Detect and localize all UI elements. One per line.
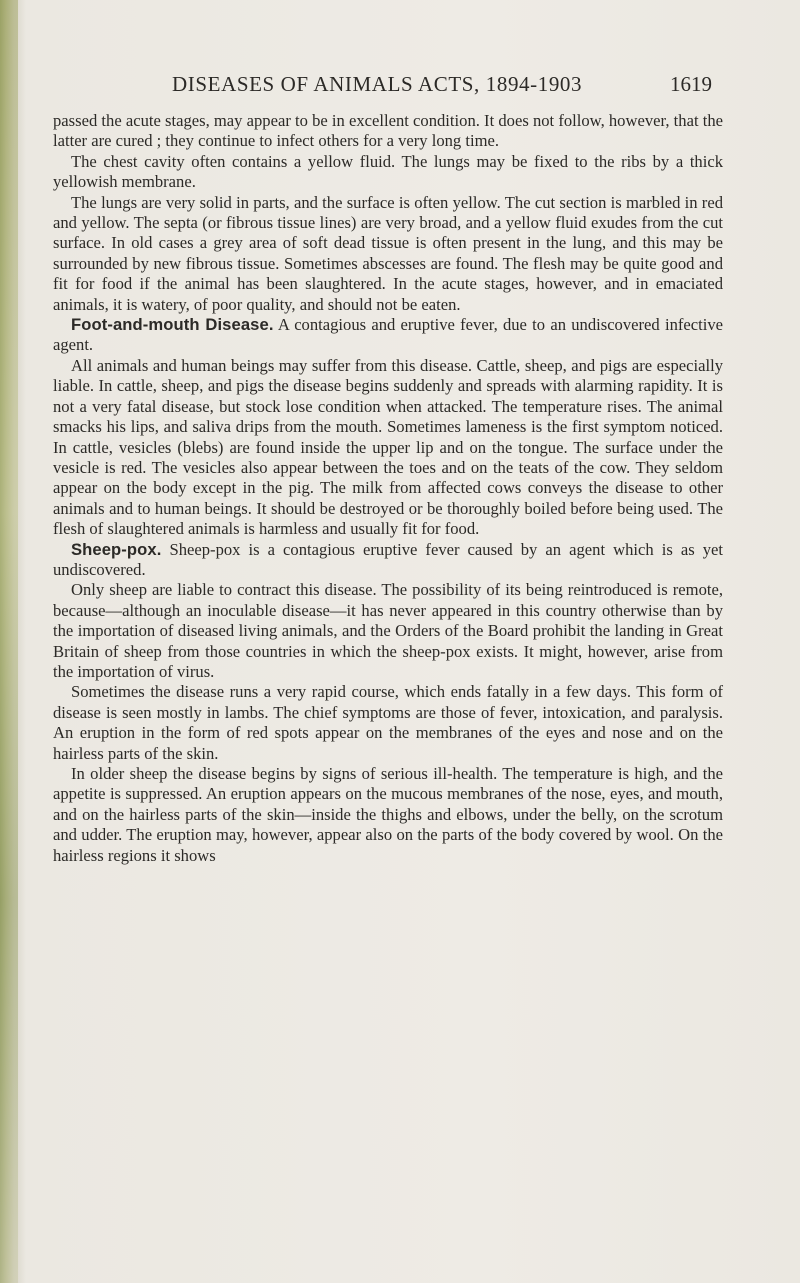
paragraph-foot-and-mouth-definition (53, 315, 723, 356)
binding-gutter (0, 0, 18, 1283)
running-header (172, 72, 712, 102)
paragraph-lungs: The lungs are very solid in parts, and the surface is often yellow. The cut section is marbled in red and yellow. The septa (or fibrous tissue lines) are very broad, and a yellow fluid exudes from the cut surface. In old cases a grey area of soft dead tissue is often present in the lung, and this may be surrounded by new fibrous tissue. Sometimes abscesses are found. The flesh may be quite good and fit for food if the animal has been slaughtered. In the acute stages, however, and in emaciated animals, it is watery, of poor quality, and should not be eaten. (53, 192, 723, 314)
paragraph-foot-and-mouth-symptoms: All animals and human beings may suffer from this disease. Cattle, sheep, and pigs are especially liable. In cattle, sheep, and pigs the disease begins suddenly and spreads with alarming rapidity. It is not a very fatal disease, but stock lose condition when attacked. The temperature rises. The animal smacks his lips, and saliva drips from the mouth. Sometimes lameness is the first symptom noticed. In cattle, vesicles (blebs) are found inside the upper lip and on the tongue. The surface under the vesicle is red. The vesicles also appear between the toes and on the teats of the cow. They seldom appear on the body except in the pig. The milk from affected cows conveys the disease to other animals and to human beings. It should be destroyed or be thoroughly boiled before being used. The flesh of slaughtered animals is harmless and usually fit for food. (53, 355, 723, 539)
section-heading-foot-and-mouth: Foot-and-mouth Disease. (71, 315, 274, 335)
section-heading-sheep-pox: Sheep-pox. (71, 539, 162, 559)
paragraph-sheep-pox-definition (53, 540, 723, 581)
paragraph-chest-cavity: The chest cavity often contains a yellow fluid. The lungs may be fixed to the ribs by a thick yellowish membrane. (53, 151, 723, 192)
foot-and-mouth-definition-text: A contagious and eruptive fever, due to an undiscovered infective agent. (53, 315, 724, 355)
paragraph-sheep-pox-liability: Only sheep are liable to contract this disease. The possibility of its being reintroduced is remote, because—although an inoculable disease—it has never appeared in this country otherwise than by the importation of diseased living animals, and the Orders of the Board prohibit the landing in Great Britain of sheep from those countries in which the sheep-pox exists. It might, however, arise from the importation of virus. (53, 580, 723, 681)
paragraph-sheep-pox-rapid-course: Sometimes the disease runs a very rapid course, which ends fatally in a few days. This form of disease is seen mostly in lambs. The chief symptoms are those of fever, intoxication, and paralysis. An eruption in the form of red spots appear on the membranes of the eyes and nose and on the hairless parts of the skin. (53, 682, 723, 763)
body-text (53, 111, 723, 866)
page-number: 1619 (670, 72, 712, 96)
sheep-pox-definition-text: Sheep-pox is a contagious eruptive fever caused by an agent which is as yet undiscovered. (53, 539, 723, 579)
paragraph-sheep-pox-older-sheep: In older sheep the disease begins by signs of serious ill-health. The temperature is high, and the appetite is suppressed. An eruption appears on the mucous membranes of the nose, eyes, and mouth, and on the hairless parts of the skin—inside the thighs and elbows, under the belly, on the scrotum and udder. The eruption may, however, appear also on the parts of the body covered by wool. On the hairless regions it shows (53, 764, 723, 865)
paragraph-continuation: passed the acute stages, may appear to be in excellent condition. It does not follow, however, that the latter are cured ; they continue to infect others for a very long time. (53, 111, 723, 151)
running-title: DISEASES OF ANIMALS ACTS, 1894-1903 (172, 72, 583, 96)
